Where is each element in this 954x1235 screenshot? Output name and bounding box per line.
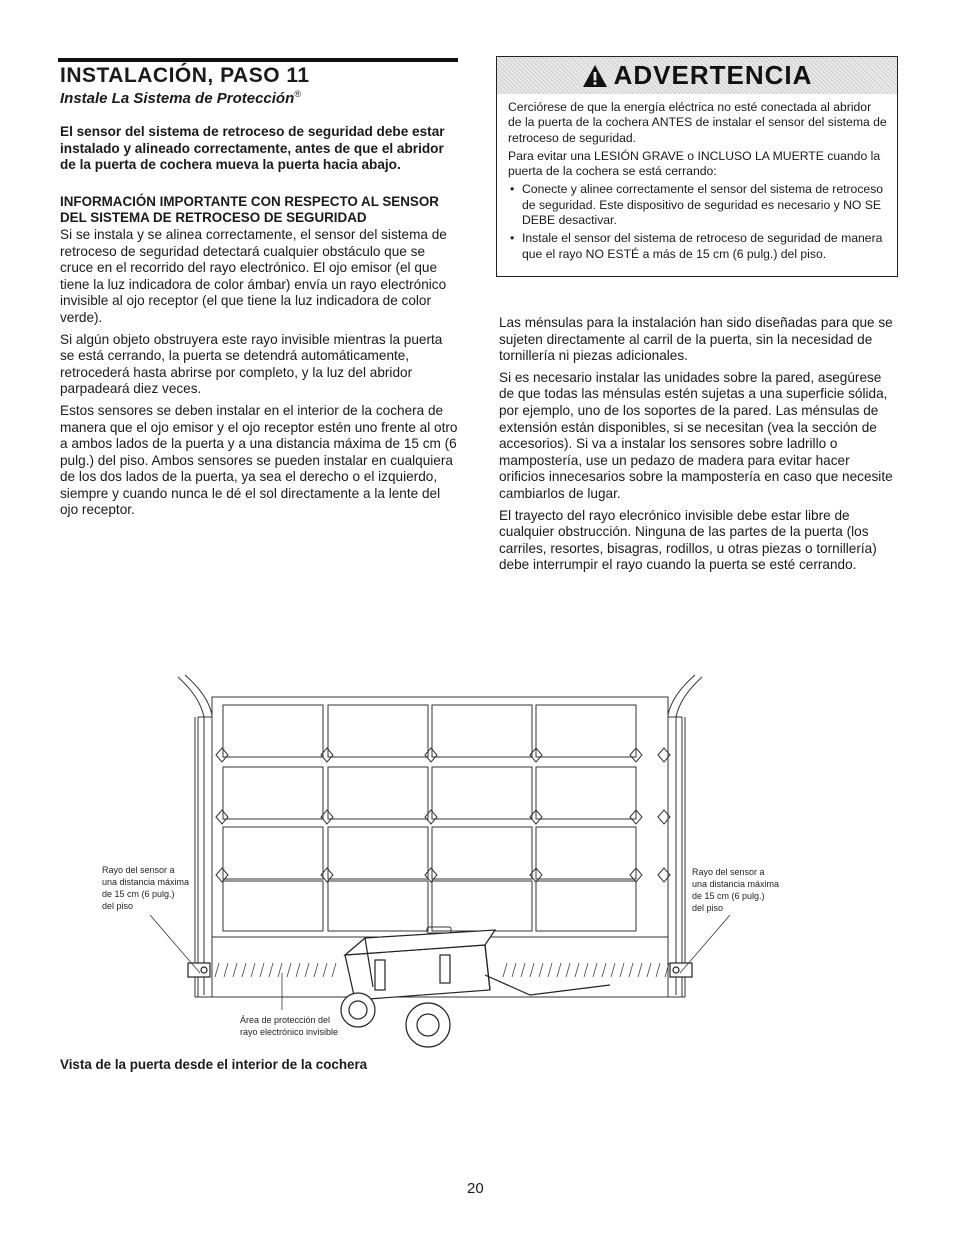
door-panel <box>432 881 532 931</box>
left-callout-line-1: Rayo del sensor a <box>102 865 175 875</box>
hatch-stroke <box>242 963 246 977</box>
page-subtitle <box>60 89 301 107</box>
warning-body <box>508 100 888 265</box>
door-panel <box>536 705 636 757</box>
paragraph: Si algún objeto obstruyera este rayo invisible mientras la puerta se está cerrando, la puerta se detendrá automáticamente, retrocederá hasta abrirse por completo, y la luz del abridor parpadeará diez veces. <box>60 331 443 397</box>
door-panel <box>328 827 428 879</box>
door-panel <box>432 827 532 879</box>
garage-door-diagram <box>90 655 870 1060</box>
sensor-left <box>188 963 210 977</box>
hatch-stroke <box>629 963 633 977</box>
hatch-stroke <box>620 963 624 977</box>
door-panel <box>328 881 428 931</box>
warning-box <box>496 56 898 277</box>
door-panel <box>536 767 636 819</box>
right-callout-line-2: una distancia máxima <box>692 879 780 889</box>
door-panel <box>536 827 636 879</box>
hatch-stroke <box>314 963 318 977</box>
paragraph: Estos sensores se deben instalar en el interior de la cochera de manera que el ojo emisor y el ojo receptor estén uno frente al otro a ambos lados de la puerta y a una distancia máxima de 15 cm (6 pulg.) del piso. Ambos sensores se pueden instalar en cualquiera de los dos lados de la puerta, ya sea el derecho o el izquierdo, <box>60 402 458 485</box>
intro-bold: El sensor del sistema de retroceso de seguridad debe estar instalado y alineado correctamente, antes de que el abridor de la puerta de cochera mueva la puerta hacia abajo. <box>60 124 445 173</box>
paragraph: Si es necesario instalar las unidades sobre la pared, asegúrese de que todas las ménsulas estén sujetas a una superficie sólida, por ejemplo, uno de los soportes de la pared. Las ménsulas de extensión están disponibles, si se necesitan (vea la sección de accesorios). Si va a instalar los sensores sobre ladrillo o mampostería, use un pedazo de madera para evitar hacer orificios innecesarios sobre la mampostería en caso que necesite cambiarlos de lugar. <box>499 369 893 501</box>
hatch-stroke <box>584 963 588 977</box>
door-panel <box>223 767 323 819</box>
hatch-stroke <box>611 963 615 977</box>
section-heading: INFORMACIÓN IMPORTANTE CON RESPECTO AL SENSOR DEL SISTEMA DE RETROCESO DE SEGURIDAD <box>60 193 439 226</box>
hatch-stroke <box>521 963 525 977</box>
paragraph: Si se instala y se alinea correctamente, el sensor del sistema de retroceso de seguridad detectará cualquier obstáculo que se cruce en el recorrido del rayo electrónico. El ojo emisor (el que tiene la luz indicadora de color ámbar) envía un rayo electrónico invisible al ojo receptor (el que tiene la luz indicadora de color verde). <box>60 226 447 325</box>
door-panel <box>432 767 532 819</box>
hatch-stroke <box>503 963 507 977</box>
hinge <box>216 868 228 882</box>
hatch-stroke <box>566 963 570 977</box>
right-column <box>499 315 897 579</box>
hatch-stroke <box>602 963 606 977</box>
door-panel <box>223 827 323 879</box>
hatch-stroke <box>215 963 219 977</box>
hatch-stroke <box>224 963 228 977</box>
bottom-callout-line-1: Área de protección del <box>240 1015 331 1025</box>
page-title: INSTALACIÓN, PASO 11 <box>60 64 310 87</box>
hatch-stroke <box>269 963 273 977</box>
figure-caption: Vista de la puerta desde el interior de la cochera <box>60 1057 368 1072</box>
warning-bullet: • Conecte y alinee correctamente el sensor del sistema de retroceso de seguridad. Este dispositivo de seguridad es necesario y NO SE DEBE desactivar. <box>508 182 888 228</box>
door-panel <box>432 705 532 757</box>
door-panel <box>328 705 428 757</box>
door-panel <box>223 705 323 757</box>
hatch-stroke <box>593 963 597 977</box>
page-number: 20 <box>467 1180 484 1197</box>
left-callout-line-2: una distancia máxima <box>102 877 190 887</box>
hatch-stroke <box>287 963 291 977</box>
wagon <box>341 930 610 1047</box>
hatch-stroke <box>638 963 642 977</box>
hatch-stroke <box>323 963 327 977</box>
title-rule <box>58 58 458 62</box>
sensor-right <box>670 963 692 977</box>
door-panel <box>536 881 636 931</box>
handle <box>427 927 451 933</box>
warning-list <box>508 182 888 261</box>
hatch-stroke <box>539 963 543 977</box>
paragraph: Las ménsulas para la instalación han sido diseñadas para que se sujeten directamente al carril de la puerta, sin la necesidad de tornillería ni piezas adicionales. <box>499 315 893 364</box>
spacer <box>60 174 458 194</box>
hatch-stroke <box>575 963 579 977</box>
left-callout-line-4: del piso <box>102 901 134 911</box>
hinge <box>216 810 228 824</box>
hatch-stroke <box>647 963 651 977</box>
warning-header <box>497 57 897 94</box>
warning-title: ADVERTENCIA <box>613 60 813 90</box>
hatch-stroke <box>548 963 552 977</box>
left-column <box>60 124 458 524</box>
hatch-stroke <box>656 963 660 977</box>
bottom-callout-line-2: rayo electrónico invisible <box>240 1027 339 1037</box>
hatch-stroke <box>251 963 255 977</box>
hatch-stroke <box>530 963 534 977</box>
paragraph: siempre y cuando nunca le dé el sol directamente a la lente del ojo receptor. <box>60 485 441 518</box>
right-callout-line-1: Rayo del sensor a <box>692 867 765 877</box>
right-callout-line-4: del piso <box>692 903 724 913</box>
hatch-stroke <box>305 963 309 977</box>
hatch-stroke <box>260 963 264 977</box>
warning-triangle-icon <box>582 64 608 88</box>
hinge <box>425 748 437 762</box>
hinge <box>425 868 437 882</box>
hatch-stroke <box>557 963 561 977</box>
hinge <box>216 748 228 762</box>
warning-paragraph: Para evitar una LESIÓN GRAVE o INCLUSO LA MUERTE cuando la puerta de la cochera se está cerrando: <box>508 148 881 179</box>
door-panel <box>223 881 323 931</box>
hatch-stroke <box>512 963 516 977</box>
hatch-stroke <box>278 963 282 977</box>
registered-mark: ® <box>294 89 301 99</box>
hatch-stroke <box>233 963 237 977</box>
hatch-stroke <box>296 963 300 977</box>
left-callout-line-3: de 15 cm (6 pulg.) <box>102 889 175 899</box>
door-panels <box>216 705 670 931</box>
hinge <box>425 810 437 824</box>
warning-bullet: • Instale el sensor del sistema de retroceso de seguridad de manera que el rayo NO ESTÉ a más de 15 cm (6 pulg.) del piso. <box>508 231 888 262</box>
warning-paragraph: Cerciórese de que la energía eléctrica no esté conectada al abridor de la puerta de la cochera ANTES de instalar el sensor del sistema de retroceso de seguridad. <box>508 100 887 145</box>
door-panel <box>328 767 428 819</box>
paragraph: El trayecto del rayo elecrónico invisible debe estar libre de cualquier obstrucción. Ninguna de las partes de la puerta (los carriles, resortes, bisagras, rodillos, u otras piezas o tornillería) debe interrumpir el rayo cuando la puerta se esté cerrando. <box>499 507 877 573</box>
subtitle-text: Instale La Sistema de Protección <box>60 90 295 107</box>
right-callout-line-3: de 15 cm (6 pulg.) <box>692 891 765 901</box>
hatch-stroke <box>332 963 336 977</box>
